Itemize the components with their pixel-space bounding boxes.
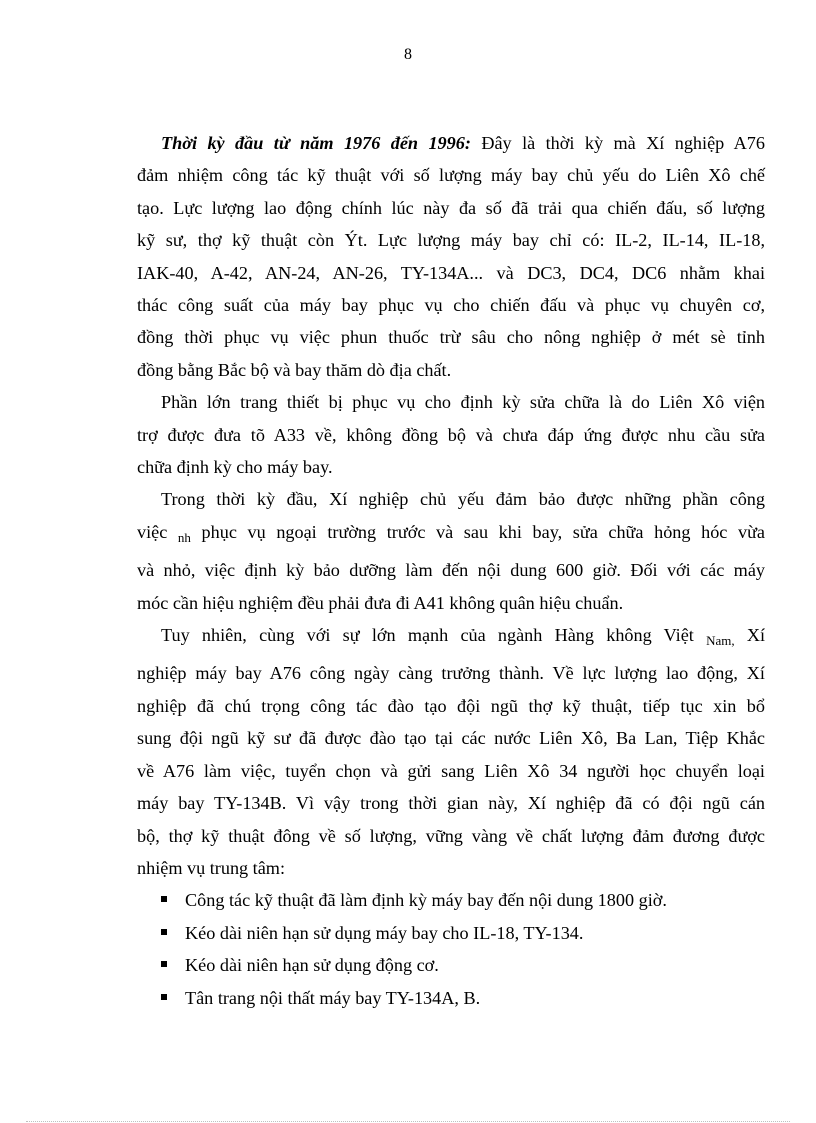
- paragraph-line: Trong thời kỳ đầu, Xí nghiệp chủ yếu đảm bảo được những phần công: [161, 489, 765, 510]
- bullet-list: [161, 884, 765, 1014]
- paragraph-line: đảm nhiệm công tác kỹ thuật với số lượng máy bay chủ yếu do Liên Xô chế: [137, 165, 765, 186]
- paragraph-line: thác công suất của máy bay phục vụ cho chiến đấu và phục vụ chuyên cơ,: [137, 295, 765, 316]
- paragraph-line: và nhỏ, việc định kỳ bảo dưỡng làm đến nội dung 600 giờ. Đối với các máy: [137, 560, 765, 581]
- paragraph-line: Thời kỳ đầu từ năm 1976 đến 1996: Đây là thời kỳ mà Xí nghiệp A76: [161, 133, 765, 153]
- paragraph-line: việc $_{nh}$ phục vụ ngoại trường trước và sau khi bay, sửa chữa hỏng hóc vừa: [137, 521, 766, 545]
- text-column: [161, 127, 765, 159]
- bullet-icon: [161, 994, 167, 1000]
- paragraph-line: về A76 làm việc, tuyển chọn và gửi sang Liên Xô 34 người học chuyển loại: [137, 760, 765, 781]
- paragraph-line: Tuy nhiên, cùng với sự lớn mạnh của ngành Hàng không Việt $_{Nam,}$ Xí: [161, 625, 766, 649]
- paragraph-line: Phần lớn trang thiết bị phục vụ cho định kỳ sửa chữa là do Liên Xô viện: [161, 392, 765, 413]
- list-item: Tân trang nội thất máy bay TY-134A, B.: [161, 982, 765, 1014]
- paragraph-line: nghiệp đã chú trọng công tác đào tạo đội ngũ thợ kỹ thuật, tiếp tục xin bổ: [137, 695, 765, 716]
- bullet-icon: [161, 896, 167, 902]
- paragraph-line: nghiệp máy bay A76 công ngày càng trưởng thành. Về lực lượng lao động, Xí: [137, 663, 765, 684]
- page-bottom-divider: [26, 1121, 790, 1122]
- paragraph-line: bộ, thợ kỹ thuật đông về số lượng, vững vàng về chất lượng đảm đương được: [137, 825, 765, 846]
- paragraph-line: đồng thời phục vụ việc phun thuốc trừ sâu cho nông nghiệp ở mét sè tỉnh: [137, 327, 765, 348]
- paragraph-line: kỹ sư, thợ kỹ thuật còn Ýt. Lực lượng máy bay chỉ có: IL-2, IL-14, IL-18,: [137, 230, 765, 251]
- list-item: Kéo dài niên hạn sử dụng máy bay cho IL-18, TY-134.: [161, 917, 765, 949]
- bullet-icon: [161, 961, 167, 967]
- paragraph-line: chữa định kỳ cho máy bay.: [137, 457, 333, 478]
- paragraph-line: móc cần hiệu nghiệm đều phải đưa đi A41 không quân hiệu chuẩn.: [137, 592, 624, 613]
- paragraph-line: sung đội ngũ kỹ sư đã được đào tạo tại các nước Liên Xô, Ba Lan, Tiệp Khắc: [137, 728, 765, 749]
- page-number: 8: [404, 46, 412, 63]
- paragraph-line: tạo. Lực lượng lao động chính lúc này đa số đã trải qua chiến đấu, số lượng: [137, 197, 765, 218]
- section-lead: Thời kỳ đầu từ năm 1976 đến 1996:: [161, 133, 471, 153]
- bullet-icon: [161, 929, 167, 935]
- paragraph-line: máy bay TY-134B. Vì vậy trong thời gian này, Xí nghiệp đã có đội ngũ cán: [137, 793, 765, 814]
- paragraph-line: IAK-40, A-42, AN-24, AN-26, TY-134A... và DC3, DC4, DC6 nhằm khai: [137, 262, 765, 283]
- list-item: Công tác kỹ thuật đã làm định kỳ máy bay đến nội dung 1800 giờ.: [161, 884, 765, 916]
- paragraph-line: đồng bằng Bắc bộ và bay thăm dò địa chất.: [137, 359, 452, 380]
- paragraph-line: nhiệm vụ trung tâm:: [137, 857, 286, 878]
- list-item: Kéo dài niên hạn sử dụng động cơ.: [161, 949, 765, 981]
- paragraph-line: trợ được đưa tõ A33 về, không đồng bộ và chưa đáp ứng được nhu cầu sửa: [137, 424, 765, 445]
